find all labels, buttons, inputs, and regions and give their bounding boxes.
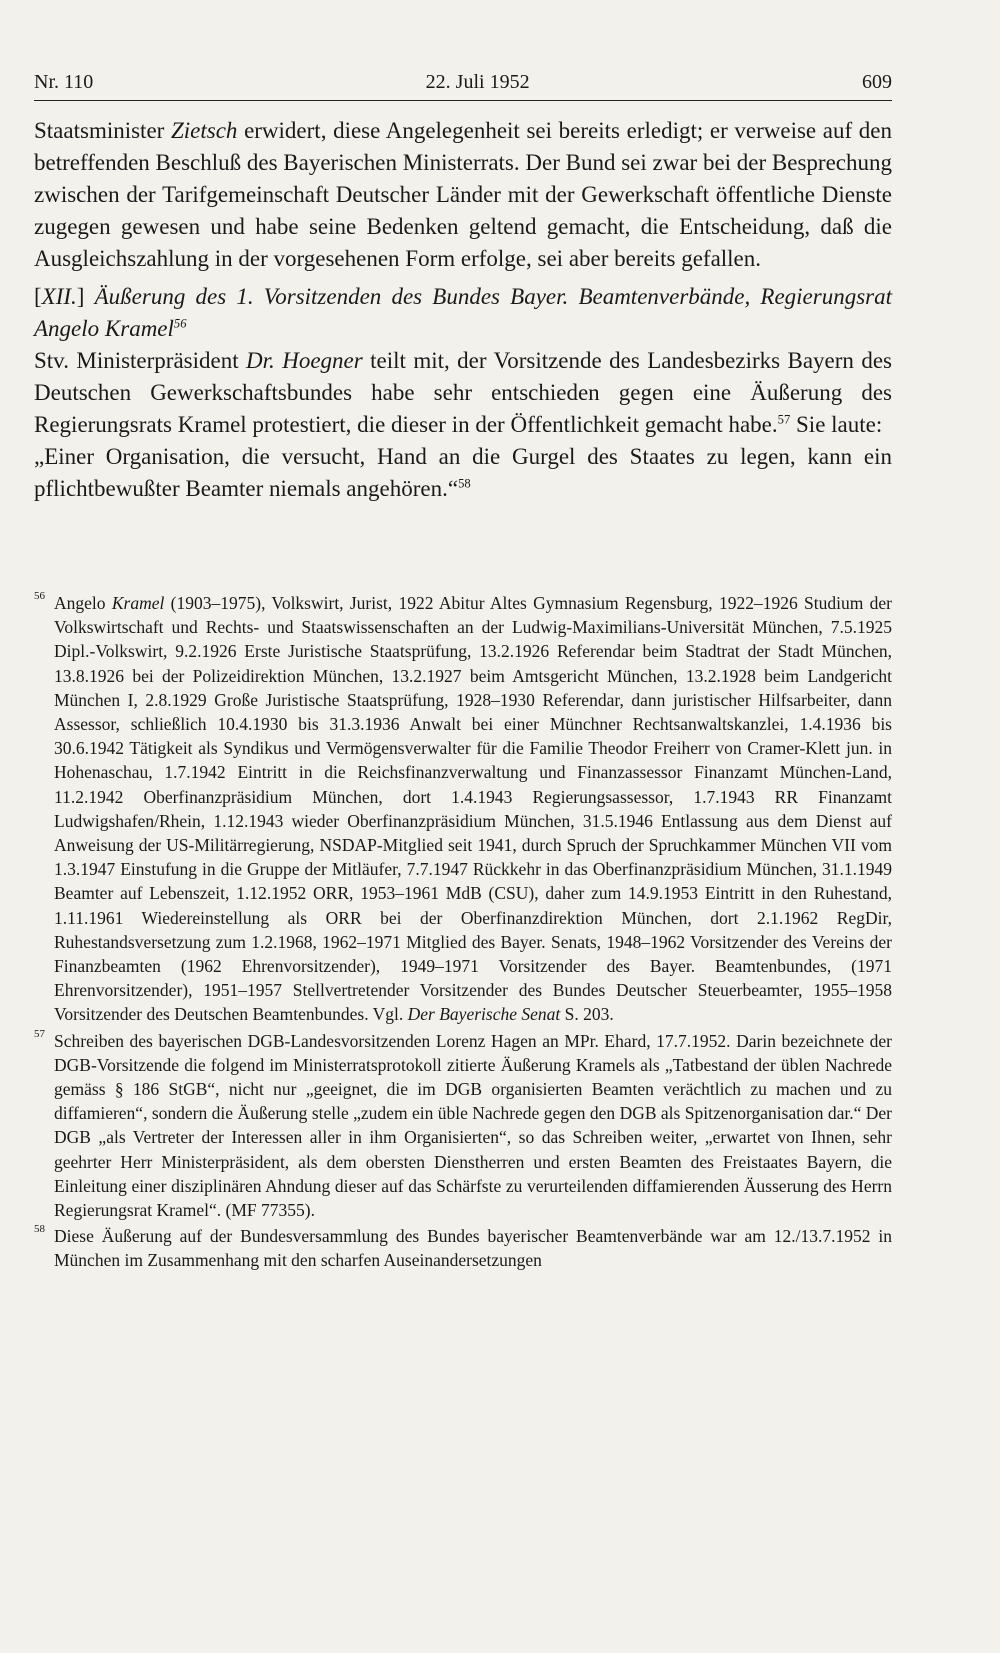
- document-page: [34, 66, 892, 1273]
- footnote-text: Diese Äußerung auf der Bundesversammlung des Bundes bayerischer Beamtenverbände war am 12./13.7.1952 in München im Zusammenhang mit den scharfen Auseinandersetzungen: [54, 1226, 892, 1271]
- document-number: Nr. 110: [34, 71, 94, 93]
- paragraph-zietsch: [34, 115, 892, 275]
- paragraph-text: Stv. Ministerpräsident: [34, 348, 247, 373]
- footnote-ref-56[interactable]: 56: [173, 316, 187, 331]
- paragraph-text: teilt mit, der Vorsitzende des Landesbezirks Bayern des Deutschen Gewerkschaftsbundes habe sehr entschieden gegen eine Äußerung des Regierungsrats Kramel protestiert, die dieser in der Öffentlichkeit gemacht habe.: [34, 348, 892, 437]
- speaker-name: Zietsch: [170, 118, 238, 143]
- agenda-item-number: XII.: [41, 284, 77, 309]
- footnote-58: [34, 1224, 892, 1272]
- footnote-text: S. 203.: [560, 1004, 614, 1025]
- page-number: 609: [861, 71, 892, 93]
- footnote-56: [34, 591, 892, 1027]
- footnote-57: [34, 1029, 892, 1223]
- speaker-name: Dr. Hoegner: [246, 348, 363, 373]
- paragraph-text: Sie laute:: [790, 412, 883, 437]
- main-text: [34, 115, 892, 505]
- quote-text: „Einer Organisation, die versucht, Hand an die Gurgel des Staates zu legen, kann ein pflichtbewußter Beamter niemals angehören.“: [34, 444, 892, 501]
- footnote-text: (1903–1975), Volkswirt, Jurist, 1922 Abitur Altes Gymnasium Regensburg, 1922–1926 Studium der Volkswirtschaft und Rechts- und Staatswissenschaften an der Ludwig-Maximilians-Universität München, 7.5.1925 Dipl.-Volkswirt, 9.2.1926 Erste Juristische Staatsprüfung, 13.2.1926 Referendar beim Stadtrat der Stadt München, 13.8.1926 bei der Polizeidirektion München, 13.2.1927 beim Amtsgericht München, 13.2.1928 beim Landgericht München I, 2.8.1929 Große Juristische Staatsprüfung, 1928–1930 Referendar, dann juristischer Hilfsarbeiter, dann Assessor, schließlich 10.4.1930 bis 31.3.1936 Anwalt bei einer Münchner Rechtsanwaltskanzlei, 1.4.1936 bis 30.6.1942 Tätigkeit als Syndikus und Vermögensverwalter für die Familie Theodor Freiherr von Cramer-Klett jun. in Hohenaschau, 1.7.1942 Eintritt in die Reichsfinanzverwaltung und Finanzassessor Finanzamt München-Land, 11.2.1942 Oberfinanzpräsidium München, dort 1.4.1943 Regierungsassessor, 1.7.1943 RR Finanzamt Ludwigshafen/Rhein, 1.12.1943 wieder Oberfinanzpräsidium München, 31.5.1946 Entlassung aus dem Dienst auf Anweisung der US-Militärregierung, NSDAP-Mitglied seit 1941, durch Spruch der Spruchkammer München VII vom 1.3.1947 Einstufung in die Gruppe der Mitläufer, 7.7.1947 Rückkehr in das Oberfinanzpräsidium München, 31.1.1949 Beamter auf Lebenszeit, 1.12.1952 ORR, 1953–1961 MdB (CSU), daher zum 14.9.1953 Eintritt in den Ruhestand, 1.11.1961 Wiedereinstellung als ORR bei der Oberfinanzdirektion München, dort 2.1.1962 RegDir, Ruhestandsversetzung zum 1.2.1968, 1962–1971 Mitglied des Bayer. Senats, 1948–1962 Vorsitzender des Vereins der Finanzbeamten (1962 Ehrenvorsitzender), 1949–1971 Vorsitzender des Bayer. Beamtenbundes, (1971 Ehrenvorsitzender), 1951–1957 Stellvertretender Vorsitzender des Bundes Deutscher Steuerbeamter, 1955–1958 Vorsitzender des Deutschen Beamtenbundes. Vgl.: [54, 593, 892, 1025]
- agenda-item-text: Äußerung des 1. Vorsitzenden des Bundes Bayer. Beamtenverbände, Regierungsrat Angelo Kramel: [34, 284, 892, 341]
- paragraph-text: Staatsminister: [34, 118, 171, 143]
- footnotes: [34, 591, 892, 1273]
- bracket: [: [34, 284, 42, 309]
- header-date: 22. Juli 1952: [425, 71, 530, 93]
- reference-title: Der Bayerische Senat: [407, 1004, 561, 1025]
- quote: [34, 441, 892, 505]
- footnote-ref-58[interactable]: 58: [458, 476, 471, 491]
- paragraph-hoegner: [34, 345, 892, 441]
- footnote-text: Angelo: [54, 593, 112, 613]
- footnote-text: Schreiben des bayerischen DGB-Landesvorsitzenden Lorenz Hagen an MPr. Ehard, 17.7.1952. Darin bezeichnete der DGB-Vorsitzende die folgend im Ministerratsprotokoll zitierte Äußerung Kramels als „Tatbestand der üblen Nachrede gemäss § 186 StGB“, nicht nur „geeignet, die im DGB organisierten Beamten verächtlich zu machen und zu diffamieren“, sondern die Äußerung stelle „zudem ein üble Nachrede gegen den DGB als Spitzenorganisation dar.“ Der DGB „als Vertreter der Interessen aller in ihm Organisierten“, so das Schreiben weiter, „erwartet von Ihnen, sehr geehrter Herr Ministerpräsident, als dem obersten Dienstherren und ersten Beamten des Freistaates Bayern, die Einleitung einer disziplinären Ahndung dieser auf das Schärfste zu verurteilenden diffamierenden Äusserung des Herrn Regierungsrat Kramel“. (MF 77355).: [54, 1030, 892, 1221]
- running-header: [34, 66, 892, 101]
- agenda-item-title: [34, 281, 892, 345]
- footnote-ref-57[interactable]: 57: [777, 412, 791, 427]
- bracket: ]: [76, 284, 85, 309]
- person-name: Kramel: [111, 593, 165, 613]
- footnote-number: 56: [34, 590, 45, 602]
- footnote-number: 58: [34, 1223, 45, 1236]
- footnote-number: 57: [34, 1027, 45, 1040]
- paragraph-text: erwidert, diese Angelegenheit sei bereits erledigt; er verweise auf den betreffenden Beschluß des Bayerischen Ministerrats. Der Bund sei zwar bei der Besprechung zwischen der Tarifgemeinschaft Deutscher Länder mit der Gewerkschaft öffentliche Dienste zugegen gewesen und habe seine Bedenken geltend gemacht, die Entscheidung, daß die Ausgleichszahlung in der vorgesehenen Form erfolge, sei aber bereits gefallen.: [34, 118, 892, 271]
